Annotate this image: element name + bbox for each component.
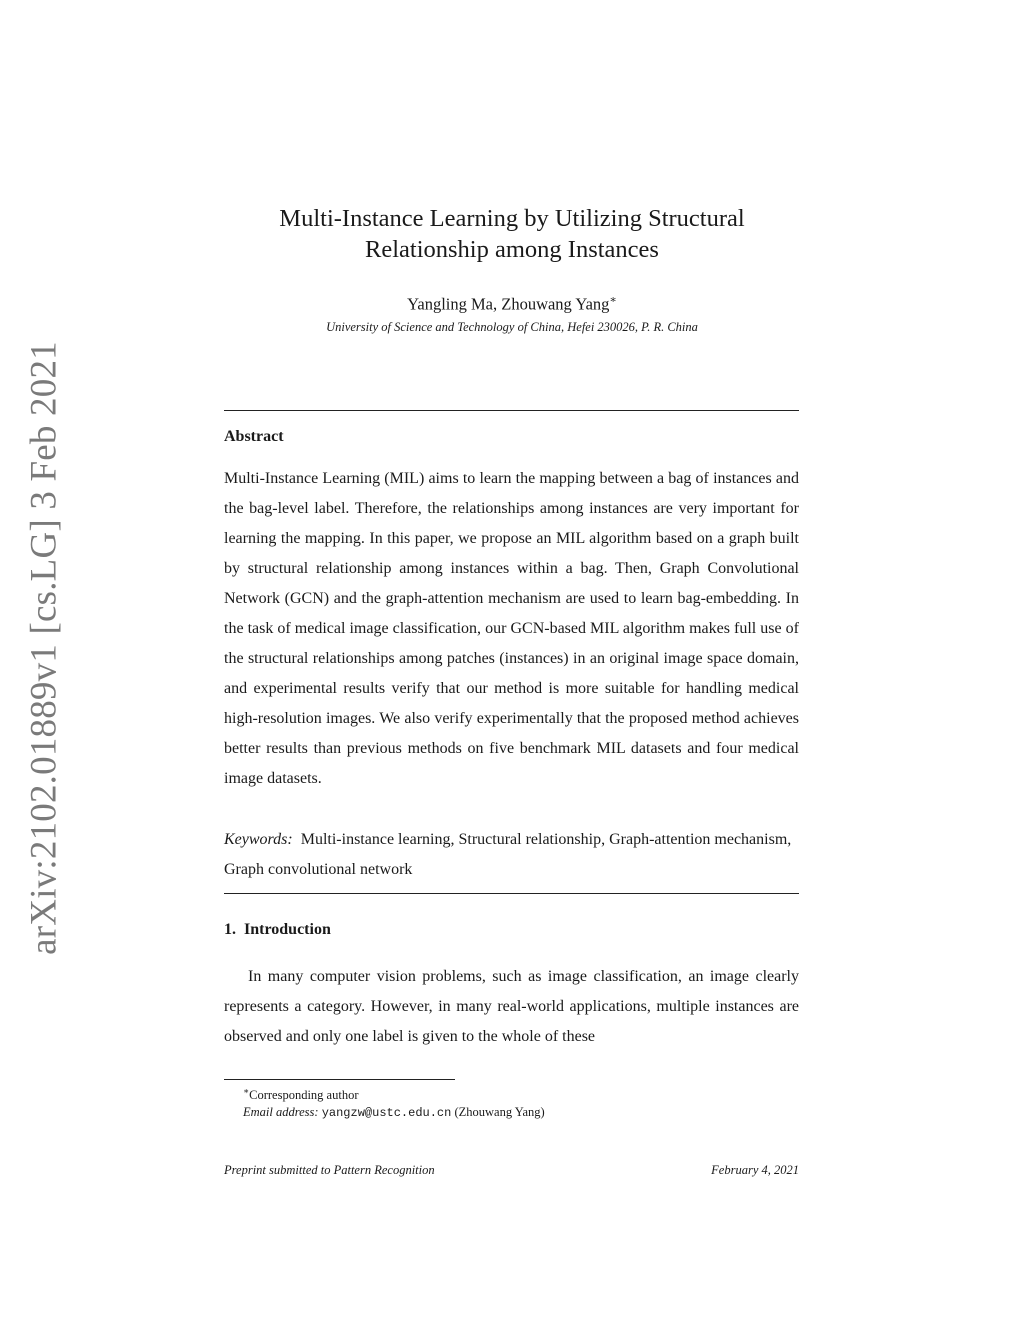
abstract-bottom-divider [224,893,799,894]
section-title: Introduction [244,921,331,938]
arxiv-identifier-stamp: arXiv:2102.01889v1 [cs.LG] 3 Feb 2021 [23,341,65,955]
footnote-mark: ∗ [243,1086,250,1096]
preprint-notice: Preprint submitted to Pattern Recognition [224,1163,435,1177]
author-names: Yangling Ma, Zhouwang Yang [407,294,610,314]
paper-title [200,203,824,265]
footnote-corresponding-line [243,1083,545,1104]
section-heading-introduction [224,921,331,939]
footnote-corresponding-text: Corresponding author [249,1088,359,1103]
footnote [243,1083,545,1122]
preprint-date: February 4, 2021 [711,1163,799,1177]
introduction-text: In many computer vision problems, such as image classification, an image clearly represents a category. However, in many real-world applications, multiple instances are observed and only one label is given to the whole of these [224,968,799,1045]
corresponding-author-mark: ∗ [609,294,617,306]
author-affiliation: University of Science and Technology of China, Hefei 230026, P. R. China [326,320,698,334]
footnote-email-line [243,1104,545,1122]
keywords-text: Multi-instance learning, Structural relationship, Graph-attention mechanism, Graph convolutional network [224,831,792,878]
footnote-divider [224,1079,455,1080]
abstract-top-divider [224,410,799,411]
abstract-text: Multi-Instance Learning (MIL) aims to learn the mapping between a bag of instances and the bag-level label. Therefore, the relationships among instances are very important for learning the mapping. In this paper, we propose an MIL algorithm based on a graph built by structural relationship among instances within a bag. Then, Graph Convolutional Network (GCN) and the graph-attention mechanism are used to learn bag-embedding. In the task of medical image classification, our GCN-based MIL algorithm makes full use of the structural relationships among patches (instances) in an original image space domain, and experimental results verify that our method is more suitable for handling medical high-resolution images. We also verify experimentally that the proposed method achieves better results than previous methods on five benchmark MIL datasets and four medical image datasets. [224,470,799,787]
author-list [200,290,824,315]
paper-title-line-2: Relationship among Instances [365,236,659,263]
email-address[interactable]: yangzw@ustc.edu.cn [321,1106,452,1121]
email-owner: (Zhouwang Yang) [454,1105,545,1120]
section-number: 1. [224,921,236,938]
email-label: Email address: [243,1105,319,1120]
keywords-label: Keywords: [224,831,293,848]
keywords-block [224,825,799,885]
abstract-heading: Abstract [224,428,284,445]
paper-title-line-1: Multi-Instance Learning by Utilizing Structural [279,205,745,232]
